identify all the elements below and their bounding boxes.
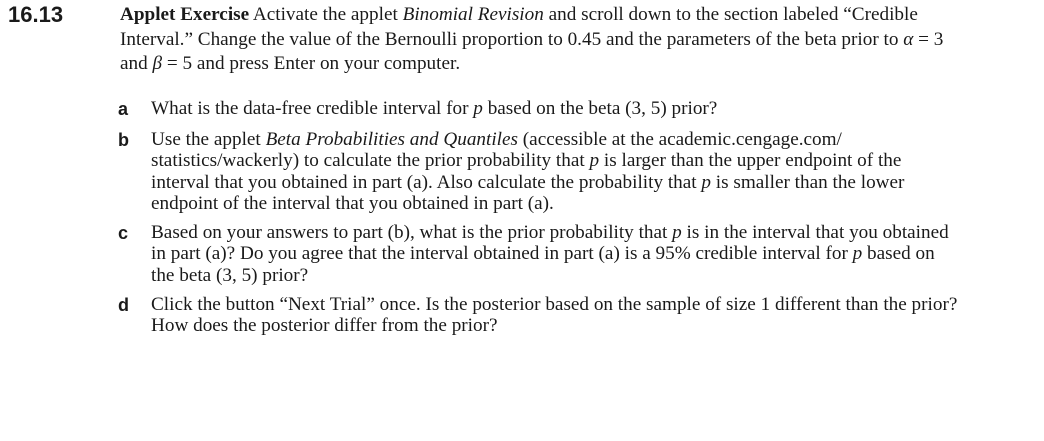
part-c-text-2: is in the interval that you obtained in part (a)? Do you agree that the interval obtained in part (a) is a 95% credible interval for (151, 221, 949, 265)
part-b-text-2: (accessible at the academic.cengage.com/ statistics/wackerly) to calculate the prior probability that (151, 128, 842, 172)
part-letter: c (118, 222, 129, 243)
part-text (151, 293, 960, 337)
part-c (118, 221, 960, 287)
part-text (151, 221, 960, 287)
variable-p: p (589, 150, 600, 172)
part-text (151, 97, 960, 122)
variable-p: p (852, 243, 863, 265)
part-c-text-1: Based on your answers to part (b), what is the prior probability that (151, 221, 673, 243)
part-letter: b (118, 129, 129, 150)
part-a-text-2: based on the beta (3, 5) prior? (482, 98, 718, 119)
part-c-text-3: based on the beta (3, 5) prior? (151, 243, 935, 287)
part-b-text-4: is smaller than the lower endpoint of the interval that you obtained in part (a). (151, 171, 905, 215)
beta-symbol: β (152, 53, 163, 74)
intro-text-4: = 5 and press Enter on your computer. (162, 53, 461, 74)
part-a (118, 97, 960, 122)
intro-text-2: and scroll down to the section labeled “Credible Interval.” Change the value of the Bernoulli proportion to 0.45 and the parameters of the beta prior to (120, 4, 918, 50)
exercise-parts (118, 97, 960, 343)
intro-text-3: = 3 and (120, 28, 944, 74)
part-b (118, 128, 960, 215)
exercise-title: Applet Exercise (120, 4, 250, 25)
exercise-number: 16.13 (8, 2, 64, 27)
part-d (118, 293, 960, 337)
variable-p: p (672, 221, 682, 243)
applet-name-beta: Beta Probabilities and Quantiles (265, 128, 518, 150)
exercise-intro (120, 3, 960, 77)
part-text (151, 128, 960, 215)
part-b-text-3: is larger than the upper endpoint of the interval that you obtained in part (a). Also calculate the probability that (151, 150, 902, 193)
part-letter: a (118, 99, 129, 119)
intro-text-1: Activate the applet (249, 4, 403, 25)
part-d-text-1: Click the button “Next Trial” once. Is the posterior based on the sample of size 1 different than the prior? How does the posterior differ from the prior? (151, 293, 958, 337)
part-a-text-1: What is the data-free credible interval for (151, 98, 474, 119)
applet-name: Binomial Revision (402, 4, 544, 25)
alpha-symbol: α (903, 28, 914, 50)
variable-p: p (701, 171, 711, 193)
part-letter: d (118, 294, 129, 315)
variable-p: p (473, 98, 483, 119)
part-b-text-1: Use the applet (151, 128, 266, 150)
